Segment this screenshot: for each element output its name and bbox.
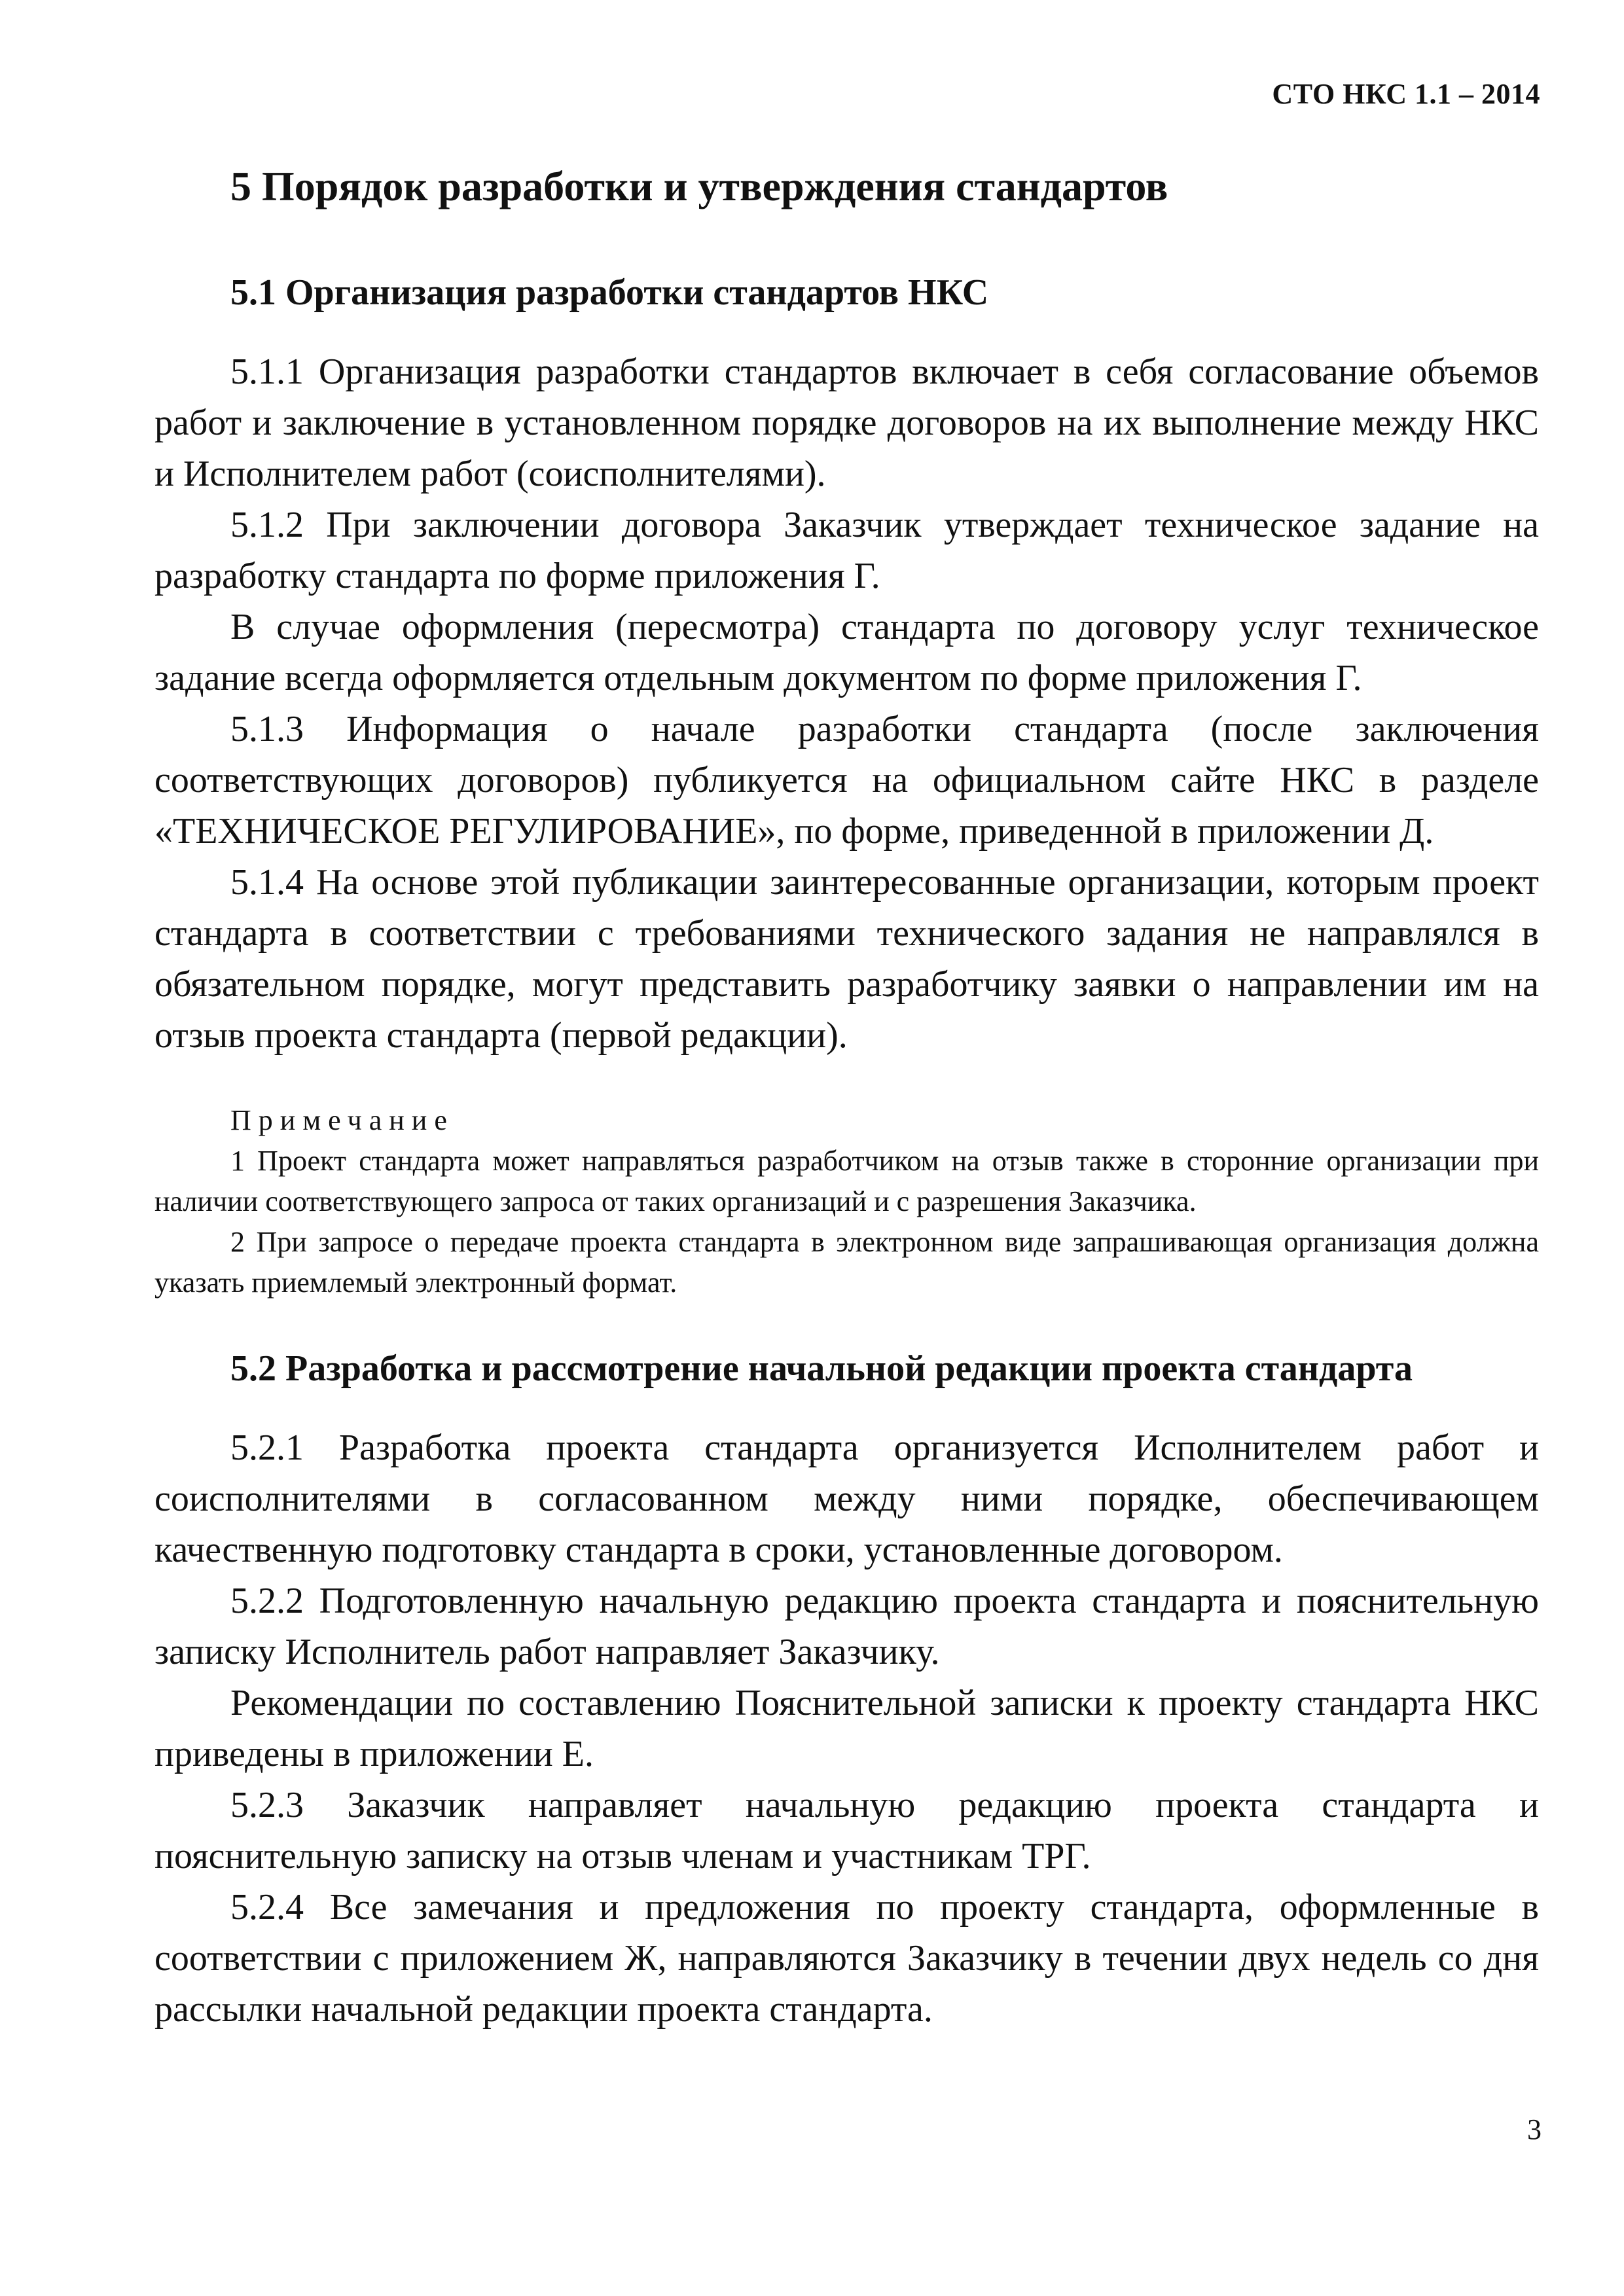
page-number: 3 [1527, 2113, 1542, 2145]
subsection-title-5-2: 5.2 Разработка и рассмотрение начальной редакции проекта стандарта [230, 1348, 1413, 1389]
paragraph-5-2-3: 5.2.3 Заказчик направляет начальную редакцию проекта стандарта и пояснительную записку на отзыв членам и участникам ТРГ. [154, 1785, 1539, 1876]
note-item-1: 1 Проект стандарта может направляться разработчиком на отзыв также в сторонние организации при наличии соответствующего запроса от таких организаций и с разрешения Заказчика. [154, 1145, 1539, 1217]
paragraph-5-2-4: 5.2.4 Все замечания и предложения по проекту стандарта, оформленные в соответствии с приложением Ж, направляются Заказчику в течении двух недель со дня рассылки начальной редакции проекта стандарта. [154, 1887, 1539, 2030]
note-item-2: 2 При запросе о передаче проекта стандарта в электронном виде запрашивающая организация должна указать приемлемый электронный формат. [154, 1226, 1539, 1299]
paragraph-5-1-2-note: В случае оформления (пересмотра) стандарта по договору услуг техническое задание всегда оформляется отдельным документом по форме приложения Г. [154, 607, 1539, 698]
section-title: 5 Порядок разработки и утверждения стандартов [230, 163, 1168, 209]
paragraph-5-2-1: 5.2.1 Разработка проекта стандарта организуется Исполнителем работ и соисполнителями в согласованном между ними порядке, обеспечивающем качественную подготовку стандарта в сроки, установленные договором. [154, 1427, 1539, 1570]
paragraph-5-1-4: 5.1.4 На основе этой публикации заинтересованные организации, которым проект стандарта в соответствии с требованиями технического задания не направлялся в обязательном порядке, могут представить разработчику заявки о направлении им на отзыв проекта стандарта (первой редакции). [154, 862, 1539, 1056]
document-code: СТО НКС 1.1 – 2014 [1272, 78, 1540, 110]
paragraph-5-2-2-recommendation: Рекомендации по составлению Пояснительной записки к проекту стандарта НКС приведены в приложении Е. [154, 1683, 1539, 1774]
paragraph-5-1-1: 5.1.1 Организация разработки стандартов включает в себя согласование объемов работ и заключение в установленном порядке договоров на их выполнение между НКС и Исполнителем работ (соисполнителями). [154, 351, 1539, 494]
subsection-title-5-1: 5.1 Организация разработки стандартов НКС [230, 272, 989, 313]
note-heading: Примечание [230, 1104, 454, 1136]
paragraph-5-1-3: 5.1.3 Информация о начале разработки стандарта (после заключения соответствующих договоров) публикуется на официальном сайте НКС в разделе «ТЕХНИЧЕСКОЕ РЕГУЛИРОВАНИЕ», по форме, приведенной в приложении Д. [154, 709, 1539, 852]
page-content [154, 141, 1539, 2035]
paragraph-5-2-2: 5.2.2 Подготовленную начальную редакцию проекта стандарта и пояснительную записку Исполнитель работ направляет Заказчику. [154, 1581, 1539, 1672]
note-block [154, 1100, 1539, 1303]
paragraph-5-1-2: 5.1.2 При заключении договора Заказчик утверждает техническое задание на разработку стандарта по форме приложения Г. [154, 505, 1539, 596]
